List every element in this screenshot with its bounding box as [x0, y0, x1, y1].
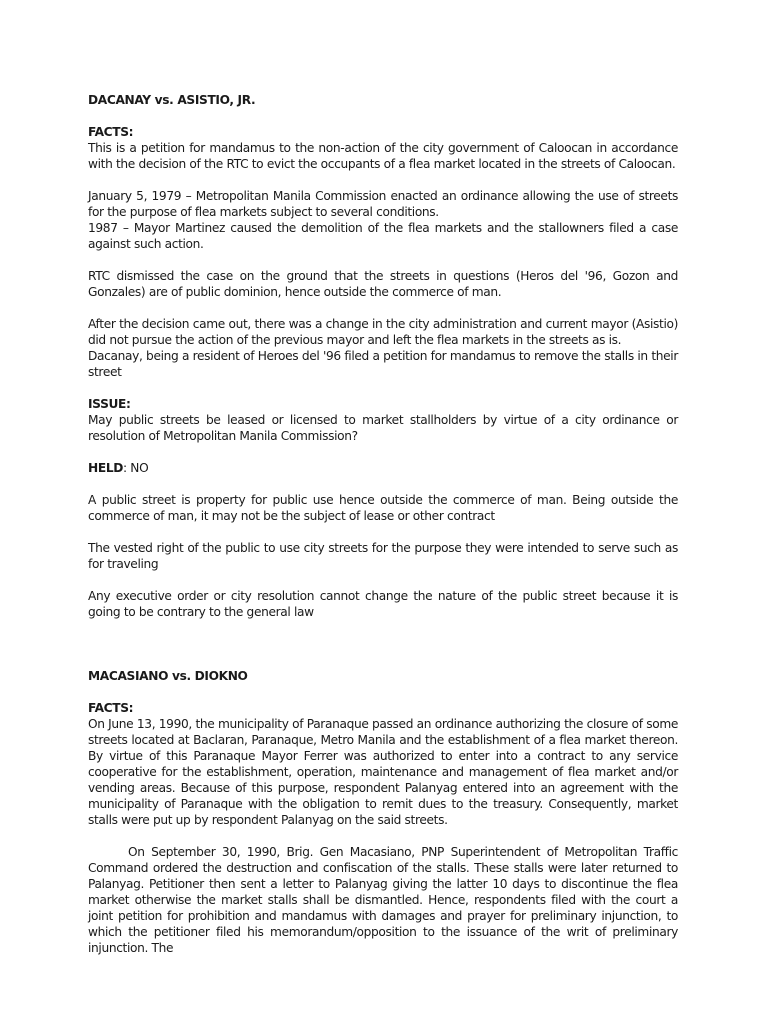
facts-paragraph: On September 30, 1990, Brig. Gen Macasiano, PNP Superintendent of Metropolitan Traffic Command ordered the destruction and confiscation of the stalls. These stalls were later returned to Palanyag. Petitioner then sent a letter to Palanyag giving the latter 10 days to discontinue the flea market otherwise the market stalls shall be dismantled. Hence, respondents filed with the court a joint petition for prohibition and mandamus with damages and prayer for preliminary injunction, to which the petitioner filed his memorandum/opposition to the issuance of the writ of preliminary injunction. The — [88, 845, 678, 955]
facts-paragraph: On June 13, 1990, the municipality of Paranaque passed an ordinance authorizing the closure of some streets located at Baclaran, Paranaque, Metro Manila and the establishment of a flea market thereon. By virtue of this Paranaque Mayor Ferrer was authorized to enter into a contract to any service cooperative for the establishment, operation, maintenance and management of flea market and/or vending areas. Because of this purpose, respondent Palanyag entered into an agreement with the municipality of Paranaque with the obligation to remit dues to the treasury. Consequently, market stalls were put up by respondent Palanyag on the said streets. — [88, 717, 678, 827]
facts-paragraph: 1987 – Mayor Martinez caused the demolition of the flea markets and the stallowners filed a case against such action. — [88, 221, 678, 251]
facts-paragraph: This is a petition for mandamus to the non-action of the city government of Caloocan in accordance with the decision of the RTC to evict the occupants of a flea market located in the streets of Caloocan. — [88, 141, 678, 171]
held-paragraph: The vested right of the public to use city streets for the purpose they were intended to serve such as for traveling — [88, 541, 678, 571]
case-separator — [88, 636, 678, 668]
facts-paragraph: January 5, 1979 – Metropolitan Manila Commission enacted an ordinance allowing the use of streets for the purpose of flea markets subject to several conditions. — [88, 189, 678, 219]
held-paragraph: A public street is property for public use hence outside the commerce of man. Being outside the commerce of man, it may not be the subject of lease or other contract — [88, 493, 678, 523]
held-paragraph: Any executive order or city resolution cannot change the nature of the public street because it is going to be contrary to the general law — [88, 589, 678, 619]
facts-heading: FACTS: — [88, 125, 134, 139]
case-title-macasiano: MACASIANO vs. DIOKNO — [88, 669, 248, 683]
issue-paragraph: May public streets be leased or licensed to market stallholders by virtue of a city ordinance or resolution of Metropolitan Manila Commission? — [88, 413, 678, 443]
facts-paragraph: Dacanay, being a resident of Heroes del '96 filed a petition for mandamus to remove the stalls in their street — [88, 349, 678, 379]
document-page — [88, 92, 678, 956]
facts-heading: FACTS: — [88, 701, 134, 715]
issue-heading: ISSUE: — [88, 397, 131, 411]
facts-paragraph-group — [88, 188, 678, 252]
held-value: : NO — [123, 461, 149, 475]
facts-paragraph: RTC dismissed the case on the ground that the streets in questions (Heros del '96, Gozon and Gonzales) are of public dominion, hence outside the commerce of man. — [88, 269, 678, 299]
held-line — [88, 460, 678, 476]
held-label: HELD — [88, 461, 124, 475]
case-title-dacanay: DACANAY vs. ASISTIO, JR. — [88, 93, 256, 107]
facts-paragraph: After the decision came out, there was a change in the city administration and current mayor (Asistio) did not pursue the action of the previous mayor and left the flea markets in the streets as is. — [88, 317, 678, 347]
facts-paragraph-group — [88, 316, 678, 380]
